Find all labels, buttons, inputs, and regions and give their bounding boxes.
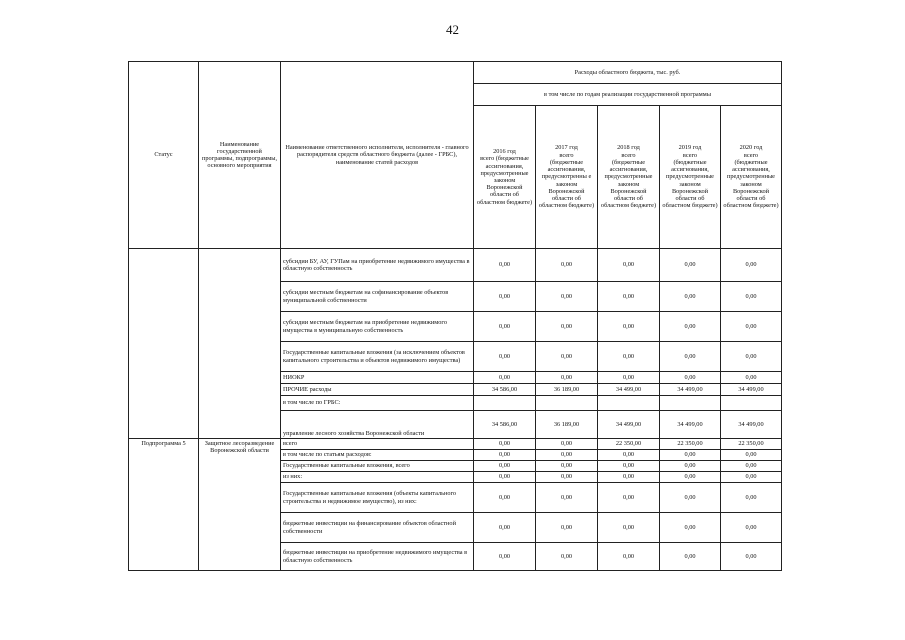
row-value: 0,00	[721, 483, 782, 513]
header-executor: Наименование ответственного исполнителя, исполнителя - главного распорядителя средств областного бюджета (далее - ГРБС), наименование статей расходов	[281, 62, 474, 249]
row-value	[598, 396, 660, 411]
header-year-2016: 2016 год всего (бюджетные ассигнования, предусмотренные законом Воронежской области об областном бюджете)	[474, 106, 536, 249]
row-value: 34 499,00	[598, 384, 660, 396]
row-value: 0,00	[721, 472, 782, 483]
row-value: 0,00	[598, 282, 660, 312]
row-value: 0,00	[536, 249, 598, 282]
row-value: 22 350,00	[721, 439, 782, 450]
row-value: 36 189,00	[536, 411, 598, 439]
row-value: 0,00	[660, 249, 721, 282]
row-value: 0,00	[536, 312, 598, 342]
row-value: 0,00	[598, 372, 660, 384]
row-value: 0,00	[721, 282, 782, 312]
row-label: всего	[281, 439, 474, 450]
row-value: 0,00	[536, 483, 598, 513]
row-value: 0,00	[474, 483, 536, 513]
budget-table	[128, 61, 782, 571]
row-value: 0,00	[721, 461, 782, 472]
row-label: субсидии местным бюджетам на приобретение недвижимого имущества в муниципальную собственность	[281, 312, 474, 342]
row-value: 0,00	[474, 472, 536, 483]
row-value: 0,00	[598, 461, 660, 472]
row-value	[721, 396, 782, 411]
row-value: 0,00	[598, 472, 660, 483]
row-value: 0,00	[474, 282, 536, 312]
row-value: 0,00	[721, 450, 782, 461]
row-value: 0,00	[598, 483, 660, 513]
row-value: 34 499,00	[721, 411, 782, 439]
row-value: 0,00	[474, 513, 536, 543]
row-value: 0,00	[474, 461, 536, 472]
row-label: субсидии местным бюджетам на софинансирование объектов муниципальной собственности	[281, 282, 474, 312]
header-year-2020: 2020 год всего (бюджетные ассигнования, предусмотренные законом Воронежской области об областном бюджете)	[721, 106, 782, 249]
row-value: 0,00	[536, 461, 598, 472]
row-label: субсидии БУ, АУ, ГУПам на приобретение недвижимого имущества в областную собственность	[281, 249, 474, 282]
row-value	[660, 396, 721, 411]
header-years-title: в том числе по годам реализации государственной программы	[474, 84, 782, 106]
row-value: 0,00	[598, 249, 660, 282]
row-value: 34 586,00	[474, 384, 536, 396]
status-cell-empty	[129, 249, 199, 439]
row-value: 0,00	[536, 513, 598, 543]
row-value: 0,00	[536, 450, 598, 461]
header-status: Статус	[129, 62, 199, 249]
row-value: 0,00	[598, 450, 660, 461]
row-value: 0,00	[536, 372, 598, 384]
row-value: 0,00	[721, 312, 782, 342]
row-value: 0,00	[536, 282, 598, 312]
row-value: 22 350,00	[598, 439, 660, 450]
row-label: в том числе по статьям расходов:	[281, 450, 474, 461]
row-label: из них:	[281, 472, 474, 483]
row-label: Государственные капитальные вложения (объекты капитального строительства и недвижимое имущество), из них:	[281, 483, 474, 513]
page-number: 42	[446, 22, 459, 37]
row-value: 0,00	[474, 372, 536, 384]
row-value: 0,00	[721, 372, 782, 384]
row-value: 34 499,00	[721, 384, 782, 396]
row-value: 0,00	[598, 513, 660, 543]
row-label: бюджетные инвестиции на финансирование объектов областной собственности	[281, 513, 474, 543]
row-label: Государственные капитальные вложения (за исключением объектов капитального строительства и объектов недвижимого имущества)	[281, 342, 474, 372]
row-value	[536, 396, 598, 411]
row-label: ПРОЧИЕ расходы	[281, 384, 474, 396]
row-value: 34 499,00	[598, 411, 660, 439]
row-label: НИОКР	[281, 372, 474, 384]
row-value: 0,00	[474, 450, 536, 461]
row-value: 36 189,00	[536, 384, 598, 396]
row-value: 0,00	[598, 342, 660, 372]
header-budget-title: Расходы областного бюджета, тыс. руб.	[474, 62, 782, 84]
row-value: 0,00	[536, 439, 598, 450]
row-value: 0,00	[660, 372, 721, 384]
row-value: 0,00	[660, 461, 721, 472]
row-value: 0,00	[474, 342, 536, 372]
table-row	[129, 249, 782, 282]
subprogram-name: Защитное лесоразведение Воронежской области	[199, 439, 281, 571]
row-value: 0,00	[721, 513, 782, 543]
row-value	[474, 396, 536, 411]
row-value: 0,00	[660, 543, 721, 571]
row-value: 0,00	[474, 543, 536, 571]
row-value: 22 350,00	[660, 439, 721, 450]
row-value: 0,00	[660, 483, 721, 513]
row-label: бюджетные инвестиции на приобретение недвижимого имущества в областную собственность	[281, 543, 474, 571]
row-value: 0,00	[660, 312, 721, 342]
row-label: в том числе по ГРБС:	[281, 396, 474, 411]
header-year-2018: 2018 год всего (бюджетные ассигнования, предусмотренные законом Воронежской области об областном бюджете)	[598, 106, 660, 249]
row-value: 0,00	[536, 472, 598, 483]
row-value: 0,00	[474, 249, 536, 282]
row-value: 0,00	[721, 249, 782, 282]
row-value: 0,00	[660, 282, 721, 312]
row-value: 0,00	[721, 543, 782, 571]
row-value: 0,00	[536, 543, 598, 571]
row-value: 0,00	[536, 342, 598, 372]
header-program-name: Наименование государственной программы, подпрограммы, основного мероприятия	[199, 62, 281, 249]
row-value: 0,00	[598, 543, 660, 571]
row-value: 0,00	[721, 342, 782, 372]
row-value: 0,00	[598, 312, 660, 342]
header-year-2017: 2017 год всего (бюджетные ассигнования, предусмотренны е законом Воронежской области об областном бюджете)	[536, 106, 598, 249]
subprogram-status: Подпрограмма 5	[129, 439, 199, 571]
row-value: 0,00	[660, 513, 721, 543]
row-label: управление лесного хозяйства Воронежской области	[281, 411, 474, 439]
row-value: 0,00	[474, 312, 536, 342]
row-value: 0,00	[660, 472, 721, 483]
table-row	[129, 439, 782, 450]
row-value: 34 499,00	[660, 411, 721, 439]
row-value: 34 586,00	[474, 411, 536, 439]
program-cell-empty	[199, 249, 281, 439]
row-value: 0,00	[474, 439, 536, 450]
header-year-2019: 2019 год всего (бюджетные ассигнования, предусмотренные законом Воронежской области об областном бюджете)	[660, 106, 721, 249]
row-value: 0,00	[660, 342, 721, 372]
row-label: Государственные капитальные вложения, всего	[281, 461, 474, 472]
row-value: 0,00	[660, 450, 721, 461]
row-value: 34 499,00	[660, 384, 721, 396]
